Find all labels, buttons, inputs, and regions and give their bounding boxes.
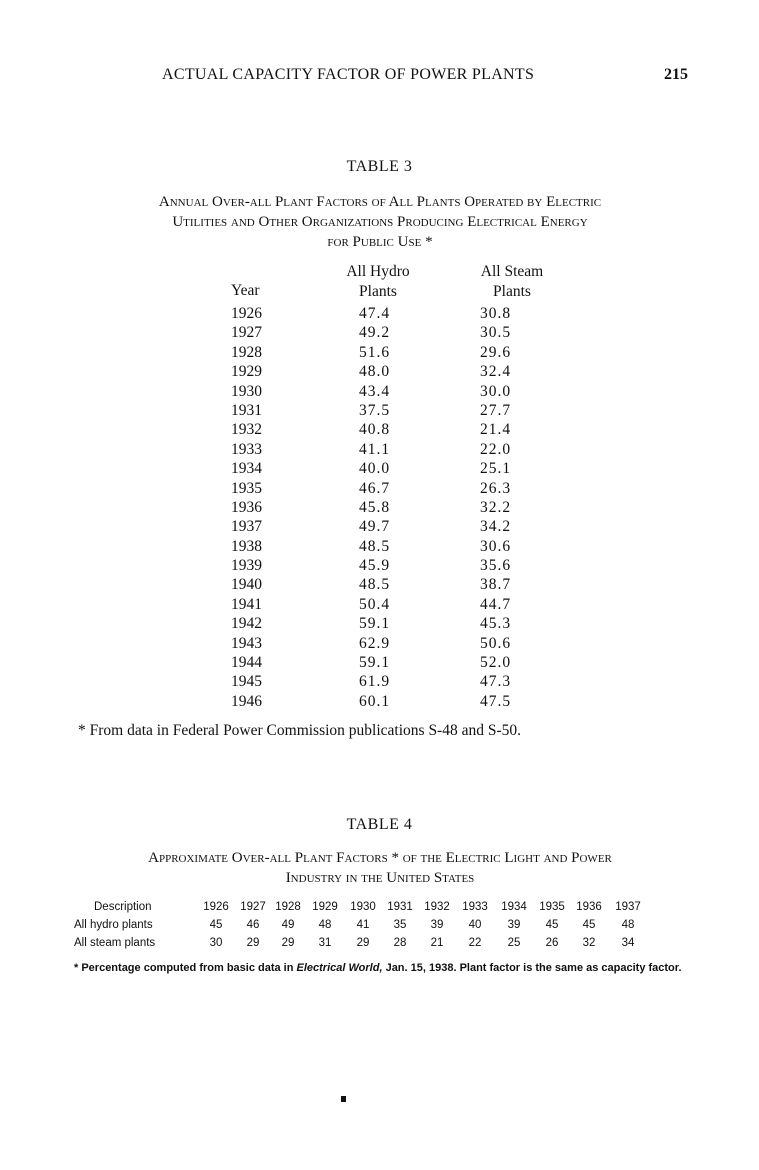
- table-row: [0, 634, 759, 653]
- table-cell: 29: [356, 937, 370, 949]
- table4-caption-line: Industry in the United States: [285, 870, 475, 886]
- table4: [0, 898, 759, 952]
- table-row: [0, 401, 759, 420]
- cell-year: 1932: [231, 421, 262, 439]
- table-cell: 45: [582, 919, 596, 931]
- table-cell: 30: [209, 937, 223, 949]
- cell-year: 1930: [231, 382, 262, 400]
- table-cell: 46: [246, 919, 260, 931]
- cell-hydro: 41.1: [359, 440, 391, 458]
- cell-year: 1942: [231, 615, 262, 633]
- cell-hydro: 48.5: [359, 576, 391, 594]
- table-cell: 22: [468, 937, 482, 949]
- cell-year: 1926: [231, 305, 262, 322]
- table-row: [0, 517, 759, 536]
- table-row: [0, 420, 759, 439]
- table4-header: [0, 898, 759, 916]
- cell-hydro: 59.1: [359, 654, 391, 672]
- cell-hydro: 45.8: [359, 498, 391, 516]
- cell-steam: 30.8: [480, 305, 512, 322]
- table-row: [0, 382, 759, 401]
- column-header-steam: [462, 262, 562, 302]
- cell-steam: 26.3: [480, 479, 512, 497]
- cell-year: 1940: [231, 576, 262, 594]
- cell-steam: 38.7: [480, 576, 512, 594]
- cell-steam: 44.7: [480, 595, 512, 613]
- table-cell: 40: [468, 919, 482, 931]
- cell-year: 1946: [231, 692, 262, 710]
- cell-hydro: 51.6: [359, 343, 391, 361]
- cell-steam: 47.5: [480, 692, 512, 710]
- column-header-hydro: [330, 262, 426, 302]
- table-row: [0, 304, 759, 323]
- table-cell: 45: [209, 919, 223, 931]
- cell-hydro: 61.9: [359, 673, 391, 691]
- table3-label: TABLE 3: [346, 158, 413, 175]
- cell-steam: 32.2: [480, 498, 512, 516]
- cell-year: 1944: [231, 654, 262, 672]
- column-header-year: 1928: [275, 901, 301, 913]
- table-row: [0, 934, 759, 952]
- cell-hydro: 50.4: [359, 595, 391, 613]
- column-header-year: 1931: [387, 901, 413, 913]
- cell-year: 1938: [231, 537, 262, 555]
- cell-hydro: 60.1: [359, 692, 391, 710]
- cell-year: 1943: [231, 634, 262, 652]
- column-header-description: Description: [94, 901, 152, 913]
- table3-body: [0, 304, 759, 711]
- table-row: [0, 916, 759, 934]
- cell-steam: 50.6: [480, 634, 512, 652]
- cell-steam: 30.6: [480, 537, 512, 555]
- table-row: [0, 459, 759, 478]
- cell-year: 1937: [231, 518, 262, 536]
- table-row: [0, 614, 759, 633]
- table3-caption-line: for Public Use *: [327, 234, 433, 250]
- cell-steam: 45.3: [480, 615, 512, 633]
- cell-hydro: 48.5: [359, 537, 391, 555]
- cell-year: 1931: [231, 401, 262, 419]
- column-header-year: 1936: [576, 901, 602, 913]
- table-cell: 45: [545, 919, 559, 931]
- cell-steam: 29.6: [480, 343, 512, 361]
- table-cell: 21: [430, 937, 444, 949]
- table-row: [0, 498, 759, 517]
- table3: [0, 262, 759, 710]
- table4-footnote: [74, 960, 694, 977]
- cell-hydro: 49.2: [359, 324, 391, 342]
- table-cell: 29: [281, 937, 295, 949]
- table-cell: 32: [582, 937, 596, 949]
- cell-steam: 25.1: [480, 460, 512, 478]
- table4-label: TABLE 4: [346, 816, 413, 833]
- row-label: All hydro plants: [74, 919, 153, 931]
- column-header-hydro-line2: Plants: [359, 283, 397, 300]
- table-cell: 25: [507, 937, 521, 949]
- row-label: All steam plants: [74, 937, 156, 949]
- table-cell: 49: [281, 919, 295, 931]
- cell-steam: 32.4: [480, 363, 512, 381]
- table3-footnote: * From data in Federal Power Commission publications S-48 and S-50.: [78, 722, 522, 739]
- table4-caption-line: Approximate Over-all Plant Factors * of the Electric Light and Power: [148, 850, 612, 866]
- cell-hydro: 43.4: [359, 382, 391, 400]
- table-cell: 41: [356, 919, 370, 931]
- cell-steam: 47.3: [480, 673, 512, 691]
- table-cell: 39: [430, 919, 444, 931]
- table-cell: 28: [393, 937, 407, 949]
- cell-hydro: 49.7: [359, 518, 391, 536]
- column-header-steam-line2: Plants: [493, 283, 531, 300]
- cell-steam: 21.4: [480, 421, 512, 439]
- column-header-year: 1927: [240, 901, 266, 913]
- cell-steam: 22.0: [480, 440, 512, 458]
- table-cell: 35: [393, 919, 407, 931]
- table-cell: 48: [318, 919, 332, 931]
- cell-hydro: 40.0: [359, 460, 391, 478]
- column-header-year: 1934: [501, 901, 527, 913]
- table3-header: [0, 262, 759, 306]
- cell-hydro: 37.5: [359, 401, 391, 419]
- column-header-year: 1937: [615, 901, 641, 913]
- column-header-year: 1932: [424, 901, 450, 913]
- table-row: [0, 323, 759, 342]
- cell-year: 1945: [231, 673, 262, 691]
- table-row: [0, 653, 759, 672]
- column-header-steam-line1: All Steam: [480, 263, 544, 280]
- table-row: [0, 556, 759, 575]
- table-row: [0, 362, 759, 381]
- table-row: [0, 343, 759, 362]
- cell-hydro: 40.8: [359, 421, 391, 439]
- table-cell: 29: [246, 937, 260, 949]
- column-header-year: 1930: [350, 901, 376, 913]
- cell-year: 1935: [231, 479, 262, 497]
- table-row: [0, 672, 759, 691]
- running-title: ACTUAL CAPACITY FACTOR OF POWER PLANTS: [162, 66, 535, 83]
- column-header-hydro-line1: All Hydro: [346, 263, 410, 280]
- cell-steam: 30.0: [480, 382, 512, 400]
- column-header-year: 1929: [312, 901, 338, 913]
- cell-year: 1934: [231, 460, 262, 478]
- column-header-year: 1935: [539, 901, 565, 913]
- cell-hydro: 46.7: [359, 479, 391, 497]
- table4-caption: [40, 848, 720, 888]
- column-header-year: 1933: [462, 901, 488, 913]
- table4-footnote-tail: Jan. 15, 1938. Plant factor is the same as capacity factor.: [382, 962, 682, 974]
- page-number: 215: [664, 66, 688, 83]
- cell-hydro: 45.9: [359, 557, 391, 575]
- cell-hydro: 62.9: [359, 634, 391, 652]
- cell-steam: 30.5: [480, 324, 512, 342]
- table3-caption: [60, 192, 700, 252]
- column-header-year: Year: [231, 282, 260, 299]
- cell-steam: 34.2: [480, 518, 512, 536]
- table-row: [0, 575, 759, 594]
- table-cell: 31: [318, 937, 332, 949]
- cell-steam: 35.6: [480, 557, 512, 575]
- cell-hydro: 47.4: [359, 305, 391, 322]
- table-row: [0, 440, 759, 459]
- page-mark: [341, 1096, 346, 1102]
- cell-year: 1939: [231, 557, 262, 575]
- table-cell: 39: [507, 919, 521, 931]
- cell-hydro: 48.0: [359, 363, 391, 381]
- table-row: [0, 479, 759, 498]
- table-row: [0, 595, 759, 614]
- cell-year: 1927: [231, 324, 262, 342]
- table-cell: 26: [545, 937, 559, 949]
- cell-steam: 27.7: [480, 401, 512, 419]
- cell-year: 1929: [231, 363, 262, 381]
- running-head: [0, 66, 759, 90]
- table3-caption-line: Annual Over-all Plant Factors of All Plants Operated by Electric: [158, 194, 602, 210]
- table4-footnote-source: Electrical World,: [296, 962, 383, 974]
- table-cell: 34: [621, 937, 635, 949]
- cell-year: 1928: [231, 343, 262, 361]
- cell-steam: 52.0: [480, 654, 512, 672]
- cell-year: 1936: [231, 498, 262, 516]
- column-header-year: 1926: [203, 901, 229, 913]
- cell-year: 1933: [231, 440, 262, 458]
- cell-year: 1941: [231, 595, 262, 613]
- table-cell: 48: [621, 919, 635, 931]
- table3-caption-line: Utilities and Other Organizations Producing Electrical Energy: [172, 214, 588, 230]
- table4-footnote-text: * Percentage computed from basic data in: [74, 962, 297, 974]
- table-row: [0, 537, 759, 556]
- table-row: [0, 692, 759, 711]
- cell-hydro: 59.1: [359, 615, 391, 633]
